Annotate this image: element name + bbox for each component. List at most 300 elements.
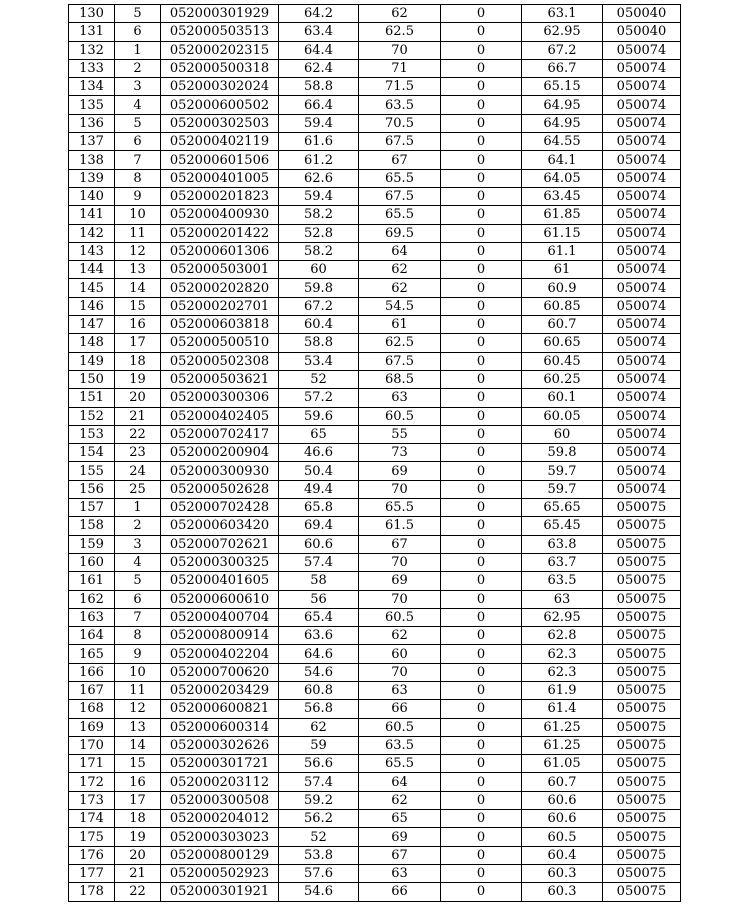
group-rank-cell: 3 — [115, 78, 161, 96]
total-score-cell: 60.45 — [522, 352, 603, 370]
score-b-cell: 63.5 — [359, 96, 441, 114]
exam-id-cell: 052000600314 — [161, 718, 279, 736]
score-a-cell: 59.8 — [279, 279, 359, 297]
score-a-cell: 46.6 — [279, 444, 359, 462]
score-b-cell: 60.5 — [359, 718, 441, 736]
exam-id-cell: 052000603420 — [161, 517, 279, 535]
bonus-score-cell: 0 — [441, 755, 522, 773]
bonus-score-cell: 0 — [441, 791, 522, 809]
score-b-cell: 66 — [359, 700, 441, 718]
position-code-cell: 050075 — [603, 517, 681, 535]
bonus-score-cell: 0 — [441, 810, 522, 828]
table-row — [69, 279, 681, 297]
exam-id-cell: 052000203112 — [161, 773, 279, 791]
score-b-cell: 55 — [359, 425, 441, 443]
total-score-cell: 61.25 — [522, 718, 603, 736]
exam-id-cell: 052000202315 — [161, 41, 279, 59]
bonus-score-cell: 0 — [441, 846, 522, 864]
score-b-cell: 62 — [359, 5, 441, 23]
position-code-cell: 050075 — [603, 810, 681, 828]
position-code-cell: 050074 — [603, 425, 681, 443]
exam-id-cell: 052000400930 — [161, 206, 279, 224]
total-score-cell: 65.65 — [522, 499, 603, 517]
score-b-cell: 71.5 — [359, 78, 441, 96]
score-a-cell: 65.8 — [279, 499, 359, 517]
position-code-cell: 050075 — [603, 864, 681, 882]
score-b-cell: 65.5 — [359, 206, 441, 224]
position-code-cell: 050040 — [603, 5, 681, 23]
position-code-cell: 050074 — [603, 114, 681, 132]
table-row — [69, 224, 681, 242]
exam-id-cell: 052000502628 — [161, 480, 279, 498]
table-row — [69, 242, 681, 260]
score-b-cell: 62 — [359, 627, 441, 645]
table-row — [69, 444, 681, 462]
position-code-cell: 050074 — [603, 334, 681, 352]
position-code-cell: 050074 — [603, 370, 681, 388]
score-a-cell: 58.2 — [279, 242, 359, 260]
group-rank-cell: 6 — [115, 23, 161, 41]
position-code-cell: 050074 — [603, 59, 681, 77]
total-score-cell: 60.7 — [522, 316, 603, 334]
exam-id-cell: 052000302503 — [161, 114, 279, 132]
bonus-score-cell: 0 — [441, 224, 522, 242]
table-row — [69, 407, 681, 425]
seq-number-cell: 170 — [69, 736, 115, 754]
exam-id-cell: 052000300325 — [161, 553, 279, 571]
exam-id-cell: 052000302626 — [161, 736, 279, 754]
bonus-score-cell: 0 — [441, 41, 522, 59]
score-a-cell: 49.4 — [279, 480, 359, 498]
score-b-cell: 69 — [359, 572, 441, 590]
bonus-score-cell: 0 — [441, 462, 522, 480]
score-a-cell: 63.6 — [279, 627, 359, 645]
group-rank-cell: 1 — [115, 41, 161, 59]
bonus-score-cell: 0 — [441, 261, 522, 279]
exam-id-cell: 052000204012 — [161, 810, 279, 828]
position-code-cell: 050075 — [603, 590, 681, 608]
seq-number-cell: 173 — [69, 791, 115, 809]
total-score-cell: 60.6 — [522, 791, 603, 809]
bonus-score-cell: 0 — [441, 297, 522, 315]
bonus-score-cell: 0 — [441, 316, 522, 334]
total-score-cell: 60.05 — [522, 407, 603, 425]
bonus-score-cell: 0 — [441, 206, 522, 224]
exam-id-cell: 052000500318 — [161, 59, 279, 77]
seq-number-cell: 139 — [69, 169, 115, 187]
table-row — [69, 499, 681, 517]
group-rank-cell: 20 — [115, 846, 161, 864]
seq-number-cell: 140 — [69, 187, 115, 205]
score-b-cell: 63 — [359, 864, 441, 882]
score-a-cell: 52 — [279, 828, 359, 846]
seq-number-cell: 160 — [69, 553, 115, 571]
total-score-cell: 64.95 — [522, 114, 603, 132]
group-rank-cell: 7 — [115, 151, 161, 169]
group-rank-cell: 10 — [115, 663, 161, 681]
group-rank-cell: 12 — [115, 700, 161, 718]
seq-number-cell: 151 — [69, 389, 115, 407]
score-a-cell: 57.4 — [279, 773, 359, 791]
score-a-cell: 59.2 — [279, 791, 359, 809]
seq-number-cell: 150 — [69, 370, 115, 388]
score-a-cell: 57.4 — [279, 553, 359, 571]
table-row — [69, 736, 681, 754]
total-score-cell: 60.9 — [522, 279, 603, 297]
table-row — [69, 78, 681, 96]
seq-number-cell: 152 — [69, 407, 115, 425]
total-score-cell: 60.4 — [522, 846, 603, 864]
position-code-cell: 050074 — [603, 224, 681, 242]
total-score-cell: 60.5 — [522, 828, 603, 846]
group-rank-cell: 18 — [115, 810, 161, 828]
group-rank-cell: 1 — [115, 499, 161, 517]
total-score-cell: 60.3 — [522, 864, 603, 882]
table-row — [69, 517, 681, 535]
position-code-cell: 050075 — [603, 773, 681, 791]
score-a-cell: 64.4 — [279, 41, 359, 59]
seq-number-cell: 144 — [69, 261, 115, 279]
score-b-cell: 63.5 — [359, 736, 441, 754]
exam-id-cell: 052000402119 — [161, 133, 279, 151]
total-score-cell: 62.3 — [522, 645, 603, 663]
seq-number-cell: 157 — [69, 499, 115, 517]
bonus-score-cell: 0 — [441, 681, 522, 699]
exam-id-cell: 052000702428 — [161, 499, 279, 517]
exam-id-cell: 052000402405 — [161, 407, 279, 425]
score-a-cell: 61.6 — [279, 133, 359, 151]
position-code-cell: 050074 — [603, 41, 681, 59]
score-a-cell: 54.6 — [279, 663, 359, 681]
position-code-cell: 050074 — [603, 206, 681, 224]
group-rank-cell: 11 — [115, 681, 161, 699]
bonus-score-cell: 0 — [441, 663, 522, 681]
position-code-cell: 050074 — [603, 407, 681, 425]
score-b-cell: 69 — [359, 462, 441, 480]
total-score-cell: 62.95 — [522, 23, 603, 41]
group-rank-cell: 9 — [115, 187, 161, 205]
score-b-cell: 70 — [359, 590, 441, 608]
total-score-cell: 63.5 — [522, 572, 603, 590]
total-score-cell: 60.7 — [522, 773, 603, 791]
position-code-cell: 050075 — [603, 736, 681, 754]
table-row — [69, 608, 681, 626]
table-row — [69, 23, 681, 41]
group-rank-cell: 8 — [115, 169, 161, 187]
score-b-cell: 60.5 — [359, 407, 441, 425]
position-code-cell: 050075 — [603, 535, 681, 553]
score-a-cell: 60 — [279, 261, 359, 279]
group-rank-cell: 5 — [115, 572, 161, 590]
table-row — [69, 425, 681, 443]
total-score-cell: 61.15 — [522, 224, 603, 242]
score-a-cell: 60.4 — [279, 316, 359, 334]
seq-number-cell: 138 — [69, 151, 115, 169]
score-a-cell: 57.2 — [279, 389, 359, 407]
table-row — [69, 96, 681, 114]
position-code-cell: 050074 — [603, 187, 681, 205]
position-code-cell: 050075 — [603, 883, 681, 901]
bonus-score-cell: 0 — [441, 480, 522, 498]
position-code-cell: 050074 — [603, 242, 681, 260]
score-a-cell: 59.4 — [279, 114, 359, 132]
score-a-cell: 59.4 — [279, 187, 359, 205]
bonus-score-cell: 0 — [441, 608, 522, 626]
exam-id-cell: 052000503513 — [161, 23, 279, 41]
bonus-score-cell: 0 — [441, 864, 522, 882]
table-row — [69, 553, 681, 571]
seq-number-cell: 141 — [69, 206, 115, 224]
table-row — [69, 480, 681, 498]
score-a-cell: 62.6 — [279, 169, 359, 187]
group-rank-cell: 15 — [115, 297, 161, 315]
seq-number-cell: 146 — [69, 297, 115, 315]
seq-number-cell: 145 — [69, 279, 115, 297]
score-a-cell: 59.6 — [279, 407, 359, 425]
table-row — [69, 352, 681, 370]
group-rank-cell: 23 — [115, 444, 161, 462]
position-code-cell: 050074 — [603, 316, 681, 334]
group-rank-cell: 17 — [115, 334, 161, 352]
total-score-cell: 60.6 — [522, 810, 603, 828]
position-code-cell: 050075 — [603, 627, 681, 645]
group-rank-cell: 21 — [115, 864, 161, 882]
score-b-cell: 62.5 — [359, 23, 441, 41]
group-rank-cell: 19 — [115, 370, 161, 388]
position-code-cell: 050074 — [603, 169, 681, 187]
group-rank-cell: 5 — [115, 5, 161, 23]
bonus-score-cell: 0 — [441, 279, 522, 297]
group-rank-cell: 13 — [115, 261, 161, 279]
position-code-cell: 050075 — [603, 608, 681, 626]
group-rank-cell: 10 — [115, 206, 161, 224]
table-row — [69, 663, 681, 681]
table-row — [69, 59, 681, 77]
total-score-cell: 64.05 — [522, 169, 603, 187]
score-a-cell: 65.4 — [279, 608, 359, 626]
seq-number-cell: 136 — [69, 114, 115, 132]
bonus-score-cell: 0 — [441, 352, 522, 370]
score-b-cell: 60.5 — [359, 608, 441, 626]
score-a-cell: 59 — [279, 736, 359, 754]
exam-id-cell: 052000503621 — [161, 370, 279, 388]
table-row — [69, 370, 681, 388]
seq-number-cell: 134 — [69, 78, 115, 96]
position-code-cell: 050074 — [603, 279, 681, 297]
position-code-cell: 050075 — [603, 700, 681, 718]
score-a-cell: 62.4 — [279, 59, 359, 77]
total-score-cell: 60.65 — [522, 334, 603, 352]
group-rank-cell: 6 — [115, 590, 161, 608]
seq-number-cell: 156 — [69, 480, 115, 498]
table-row — [69, 718, 681, 736]
group-rank-cell: 16 — [115, 316, 161, 334]
table-row — [69, 791, 681, 809]
exam-id-cell: 052000201823 — [161, 187, 279, 205]
score-b-cell: 65 — [359, 810, 441, 828]
table-row — [69, 261, 681, 279]
seq-number-cell: 172 — [69, 773, 115, 791]
position-code-cell: 050075 — [603, 846, 681, 864]
group-rank-cell: 14 — [115, 736, 161, 754]
score-b-cell: 65.5 — [359, 169, 441, 187]
group-rank-cell: 22 — [115, 883, 161, 901]
total-score-cell: 61 — [522, 261, 603, 279]
total-score-cell: 67.2 — [522, 41, 603, 59]
score-b-cell: 64 — [359, 242, 441, 260]
table-row — [69, 590, 681, 608]
total-score-cell: 59.7 — [522, 480, 603, 498]
seq-number-cell: 143 — [69, 242, 115, 260]
score-b-cell: 70 — [359, 553, 441, 571]
score-a-cell: 56.8 — [279, 700, 359, 718]
exam-id-cell: 052000303023 — [161, 828, 279, 846]
table-row — [69, 133, 681, 151]
table-row — [69, 572, 681, 590]
total-score-cell: 61.4 — [522, 700, 603, 718]
group-rank-cell: 13 — [115, 718, 161, 736]
score-a-cell: 65 — [279, 425, 359, 443]
bonus-score-cell: 0 — [441, 370, 522, 388]
exam-id-cell: 052000702417 — [161, 425, 279, 443]
position-code-cell: 050074 — [603, 444, 681, 462]
seq-number-cell: 135 — [69, 96, 115, 114]
table-row — [69, 864, 681, 882]
exam-id-cell: 052000800914 — [161, 627, 279, 645]
score-b-cell: 65.5 — [359, 499, 441, 517]
seq-number-cell: 133 — [69, 59, 115, 77]
bonus-score-cell: 0 — [441, 718, 522, 736]
bonus-score-cell: 0 — [441, 133, 522, 151]
group-rank-cell: 21 — [115, 407, 161, 425]
group-rank-cell: 20 — [115, 389, 161, 407]
group-rank-cell: 2 — [115, 59, 161, 77]
score-a-cell: 56.6 — [279, 755, 359, 773]
exam-id-cell: 052000600502 — [161, 96, 279, 114]
seq-number-cell: 175 — [69, 828, 115, 846]
table-row — [69, 206, 681, 224]
score-b-cell: 61 — [359, 316, 441, 334]
bonus-score-cell: 0 — [441, 517, 522, 535]
table-row — [69, 828, 681, 846]
total-score-cell: 60.25 — [522, 370, 603, 388]
position-code-cell: 050074 — [603, 96, 681, 114]
seq-number-cell: 169 — [69, 718, 115, 736]
exam-id-cell: 052000200904 — [161, 444, 279, 462]
group-rank-cell: 14 — [115, 279, 161, 297]
position-code-cell: 050040 — [603, 23, 681, 41]
group-rank-cell: 24 — [115, 462, 161, 480]
bonus-score-cell: 0 — [441, 535, 522, 553]
table-row — [69, 810, 681, 828]
group-rank-cell: 5 — [115, 114, 161, 132]
score-a-cell: 58 — [279, 572, 359, 590]
bonus-score-cell: 0 — [441, 334, 522, 352]
exam-id-cell: 052000500510 — [161, 334, 279, 352]
total-score-cell: 62.8 — [522, 627, 603, 645]
score-b-cell: 61.5 — [359, 517, 441, 535]
bonus-score-cell: 0 — [441, 572, 522, 590]
score-b-cell: 70 — [359, 663, 441, 681]
group-rank-cell: 25 — [115, 480, 161, 498]
score-b-cell: 73 — [359, 444, 441, 462]
score-b-cell: 71 — [359, 59, 441, 77]
score-a-cell: 64.6 — [279, 645, 359, 663]
exam-id-cell: 052000601306 — [161, 242, 279, 260]
seq-number-cell: 132 — [69, 41, 115, 59]
group-rank-cell: 11 — [115, 224, 161, 242]
table-row — [69, 535, 681, 553]
table-row — [69, 755, 681, 773]
score-a-cell: 64.2 — [279, 5, 359, 23]
bonus-score-cell: 0 — [441, 773, 522, 791]
seq-number-cell: 171 — [69, 755, 115, 773]
position-code-cell: 050075 — [603, 553, 681, 571]
position-code-cell: 050075 — [603, 645, 681, 663]
score-b-cell: 68.5 — [359, 370, 441, 388]
position-code-cell: 050075 — [603, 718, 681, 736]
total-score-cell: 64.95 — [522, 96, 603, 114]
exam-id-cell: 052000401605 — [161, 572, 279, 590]
total-score-cell: 63.7 — [522, 553, 603, 571]
total-score-cell: 63.8 — [522, 535, 603, 553]
exam-id-cell: 052000301721 — [161, 755, 279, 773]
seq-number-cell: 174 — [69, 810, 115, 828]
position-code-cell: 050074 — [603, 480, 681, 498]
total-score-cell: 61.05 — [522, 755, 603, 773]
score-b-cell: 69 — [359, 828, 441, 846]
table-row — [69, 169, 681, 187]
bonus-score-cell: 0 — [441, 59, 522, 77]
seq-number-cell: 164 — [69, 627, 115, 645]
position-code-cell: 050074 — [603, 133, 681, 151]
table-row — [69, 462, 681, 480]
exam-id-cell: 052000201422 — [161, 224, 279, 242]
bonus-score-cell: 0 — [441, 425, 522, 443]
bonus-score-cell: 0 — [441, 645, 522, 663]
score-b-cell: 67 — [359, 535, 441, 553]
table-row — [69, 700, 681, 718]
table-row — [69, 187, 681, 205]
table-row — [69, 846, 681, 864]
position-code-cell: 050074 — [603, 151, 681, 169]
score-a-cell: 52.8 — [279, 224, 359, 242]
total-score-cell: 60 — [522, 425, 603, 443]
bonus-score-cell: 0 — [441, 590, 522, 608]
score-b-cell: 66 — [359, 883, 441, 901]
exam-id-cell: 052000300508 — [161, 791, 279, 809]
total-score-cell: 60.3 — [522, 883, 603, 901]
group-rank-cell: 19 — [115, 828, 161, 846]
seq-number-cell: 168 — [69, 700, 115, 718]
position-code-cell: 050075 — [603, 681, 681, 699]
seq-number-cell: 149 — [69, 352, 115, 370]
group-rank-cell: 18 — [115, 352, 161, 370]
score-a-cell: 61.2 — [279, 151, 359, 169]
seq-number-cell: 167 — [69, 681, 115, 699]
score-a-cell: 60.6 — [279, 535, 359, 553]
score-b-cell: 60 — [359, 645, 441, 663]
table-row — [69, 41, 681, 59]
score-b-cell: 67 — [359, 151, 441, 169]
group-rank-cell: 9 — [115, 645, 161, 663]
exam-id-cell: 052000401005 — [161, 169, 279, 187]
table-row — [69, 773, 681, 791]
bonus-score-cell: 0 — [441, 736, 522, 754]
exam-id-cell: 052000203429 — [161, 681, 279, 699]
bonus-score-cell: 0 — [441, 23, 522, 41]
score-a-cell: 69.4 — [279, 517, 359, 535]
